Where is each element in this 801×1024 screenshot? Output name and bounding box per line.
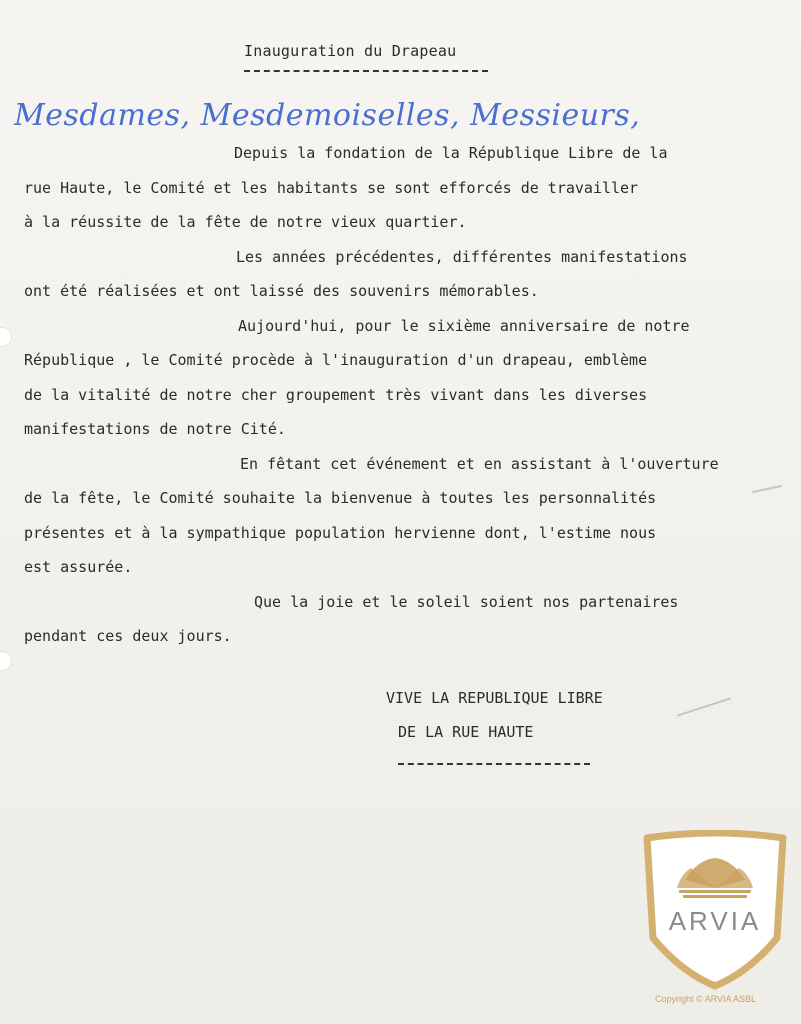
closing-block bbox=[386, 681, 603, 749]
punch-hole bbox=[0, 651, 12, 671]
body-line: Que la joie et le soleil soient nos partenaires bbox=[254, 592, 679, 611]
closing-rule bbox=[398, 763, 590, 765]
document-title: Inauguration du Drapeau bbox=[244, 42, 457, 60]
body-line: Aujourd'hui, pour le sixième anniversaire de notre bbox=[238, 316, 690, 335]
body-line: de la vitalité de notre cher groupement très vivant dans les diverses bbox=[24, 385, 648, 404]
body-line: Les années précédentes, différentes manifestations bbox=[236, 247, 688, 266]
body-line: Depuis la fondation de la République Libre de la bbox=[234, 144, 668, 162]
arvia-logo bbox=[641, 830, 789, 990]
body-line: de la fête, le Comité souhaite la bienvenue à toutes les personnalités bbox=[24, 489, 657, 507]
punch-hole bbox=[0, 327, 12, 347]
body-line: pendant ces deux jours. bbox=[24, 627, 232, 645]
copyright-notice: Copyright © ARVIA ASBL bbox=[655, 994, 757, 1004]
body-line: En fêtant cet événement et en assistant à l'ouverture bbox=[240, 454, 719, 473]
body-line: présentes et à la sympathique population hervienne dont, l'estime nous bbox=[24, 523, 657, 542]
body-line: rue Haute, le Comité et les habitants se sont efforcés de travailler bbox=[24, 178, 639, 197]
closing-line: VIVE LA REPUBLIQUE LIBRE bbox=[386, 689, 603, 707]
title-underline bbox=[244, 70, 488, 72]
body-line: est assurée. bbox=[24, 558, 133, 576]
handwritten-salutation: Mesdames, Mesdemoiselles, Messieurs, bbox=[14, 98, 641, 133]
paper-mark bbox=[677, 697, 731, 716]
body-line: à la réussite de la fête de notre vieux quartier. bbox=[24, 213, 467, 231]
body-line: République , le Comité procède à l'inauguration d'un drapeau, emblème bbox=[24, 351, 648, 369]
logo-wordmark: ARVIA bbox=[668, 906, 762, 936]
closing-line: DE LA RUE HAUTE bbox=[398, 723, 534, 741]
body-line: manifestations de notre Cité. bbox=[24, 420, 286, 438]
letter-body bbox=[24, 136, 764, 654]
body-line: ont été réalisées et ont laissé des souvenirs mémorables. bbox=[24, 282, 539, 300]
